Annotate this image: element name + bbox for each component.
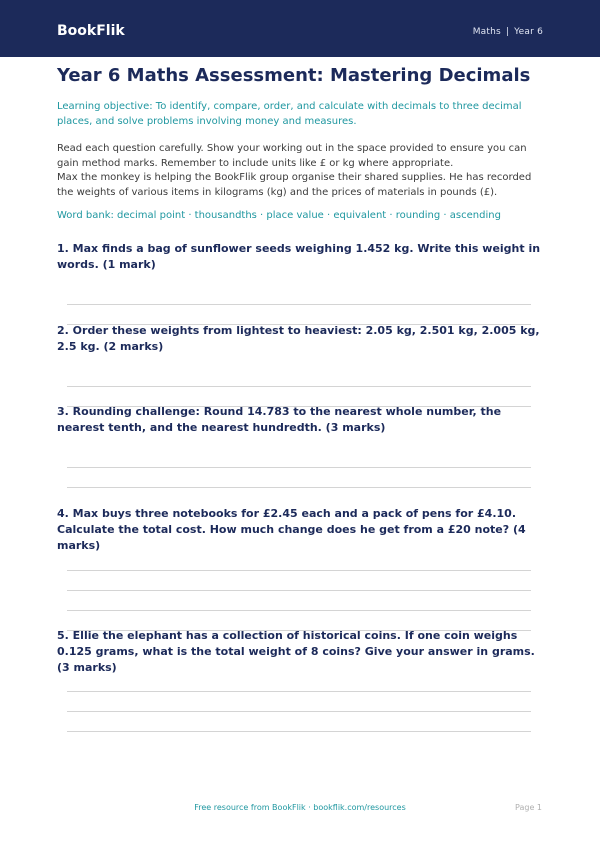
subject-year-label	[473, 27, 543, 37]
answer-line[interactable]	[67, 386, 531, 387]
page-header	[0, 0, 600, 57]
answer-line[interactable]	[67, 711, 531, 712]
instructions: Read each question carefully. Show your working out in the space provided to ensure you can gain method marks. Remember to include units like £ or kg where appropriate.	[57, 143, 527, 169]
intro-paragraph: Max the monkey is helping the BookFlik group organise their shared supplies. He has recorded the weights of various items in kilograms (kg) and the prices of materials in pounds (£).	[57, 172, 532, 198]
footer-resource-link[interactable]: Free resource from BookFlik · bookflik.com/resources	[194, 803, 406, 812]
question-5: 5. Ellie the elephant has a collection of historical coins. If one coin weighs 0.125 grams, what is the total weight of 8 coins? Give your answer in grams. (3 marks)	[57, 629, 535, 674]
question-3: 3. Rounding challenge: Round 14.783 to the nearest whole number, the nearest tenth, and the nearest hundredth. (3 marks)	[57, 405, 502, 434]
answer-line[interactable]	[67, 304, 531, 305]
answer-line[interactable]	[67, 610, 531, 611]
answer-line[interactable]	[67, 691, 531, 692]
answer-line[interactable]	[67, 731, 531, 732]
separator: |	[505, 27, 510, 37]
learning-objective: Learning objective: To identify, compare, order, and calculate with decimals to three decimal places, and solve problems involving money and measures.	[57, 101, 522, 127]
question-1: 1. Max finds a bag of sunflower seeds weighing 1.452 kg. Write this weight in words. (1 mark)	[57, 242, 541, 271]
answer-line[interactable]	[67, 487, 531, 488]
year-label: Year 6	[514, 27, 543, 37]
answer-line[interactable]	[67, 570, 531, 571]
word-bank: Word bank: decimal point · thousandths · place value · equivalent · rounding · ascending	[57, 210, 501, 221]
page-title: Year 6 Maths Assessment: Mastering Decimals	[57, 65, 531, 86]
brand-logo[interactable]: BookFlik	[57, 23, 125, 39]
question-4: 4. Max buys three notebooks for £2.45 each and a pack of pens for £4.10. Calculate the total cost. How much change does he get from a £20 note? (4 marks)	[57, 507, 526, 552]
answer-line[interactable]	[67, 590, 531, 591]
subject-label: Maths	[472, 27, 501, 37]
question-2: 2. Order these weights from lightest to heaviest: 2.05 kg, 2.501 kg, 2.005 kg, 2.5 kg. (2 marks)	[57, 324, 540, 353]
answer-line[interactable]	[67, 467, 531, 468]
page-number: Page 1	[515, 803, 542, 812]
